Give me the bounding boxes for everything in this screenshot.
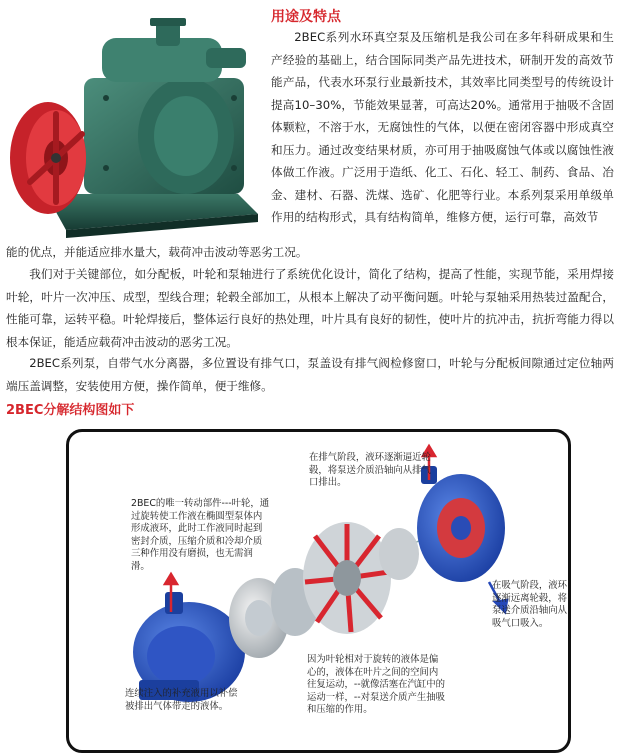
note-eccentric-liquid: 因为叶轮相对于旋转的液体是偏心的，液体在叶片之间的空间内往复运动，--就像活塞在汽缸中的运动一样，--对泵送介质产生抽吸和压缩的作用。 <box>307 654 446 715</box>
impeller <box>303 522 419 634</box>
section-title-uses: 用途及特点 <box>271 9 341 25</box>
vacuum-pump-photo <box>6 8 264 240</box>
intro-paragraph-tail: 能的优点，并能适应排水量大，载荷冲击波动等恶劣工况。 <box>6 245 308 259</box>
note-impeller: 2BEC的唯一转动部件---叶轮，通过旋转使工作液在椭圆型泵体内形成液环，此时工作液同时起到密封介质，压缩介质和冷却介质三种作用没有磨损，也无需润滑。 <box>131 498 270 572</box>
exploded-diagram <box>66 429 571 753</box>
note-supplement-liquid: 连续注入的补充液用以补偿被排出气体带走的液体。 <box>125 688 238 712</box>
design-paragraph: 我们对于关键部位，如分配板，叶轮和泵轴进行了系统优化设计，简化了结构，提高了性能，实现节能，采用焊接叶轮，叶片一次冲压、成型，型线合理；轮毂全部加工，从根本上解决了动平衡问题。叶轮与泵轴采用热装过盈配合，性能可靠，运转平稳。叶轮焊接后，整体运行良好的热处理，叶片具有良好的韧性，使叶片的抗冲击，抗折弯能力得以根本保证，能适应载荷冲击波动的恶劣工况。 <box>6 267 614 349</box>
note-intake-stage: 在吸气阶段，液环逐渐远离轮毂，将泵送介质沿轴向从吸气口吸入。 <box>492 580 568 629</box>
left-casing <box>133 592 245 702</box>
features-paragraph: 2BEC系列泵，自带气水分离器，多位置设有排气口，泵盖设有排气阀检修窗口，叶轮与分配板间隙通过定位轴两端压盖调整，安装使用方便，操作简单，便于维修。 <box>6 356 614 393</box>
section-title-exploded: 2BEC分解结构图如下 <box>6 403 135 418</box>
intro-paragraph: 2BEC系列水环真空泵及压缩机是我公司在多年科研成果和生产经验的基础上，结合国际同类产品先进技术，研制开发的高效节能产品，代表水环泵行业最新技术，其效率比同类型号的传统设计提高10–30%，节能效果显著，可高达20%。通常用于抽吸不含固体颗粒，不溶于水，无腐蚀性的气体，以便在密闭容器中形成真空和压力。通过改变结果材质，亦可用于抽吸腐蚀气体或以腐蚀性液体做工作液。广泛用于造纸、化工、石化、轻工、制药、食品、冶金、建材、石器、洗煤、选矿、化肥等行业。本系列泵采用单级单作用的结构形式，具有结构简单，维修方便，运行可靠，高效节 <box>271 30 614 224</box>
note-exhaust-stage: 在排气阶段，液环逐渐逼近轮毂，将泵送介质沿轴向从排气口排出。 <box>309 452 431 488</box>
